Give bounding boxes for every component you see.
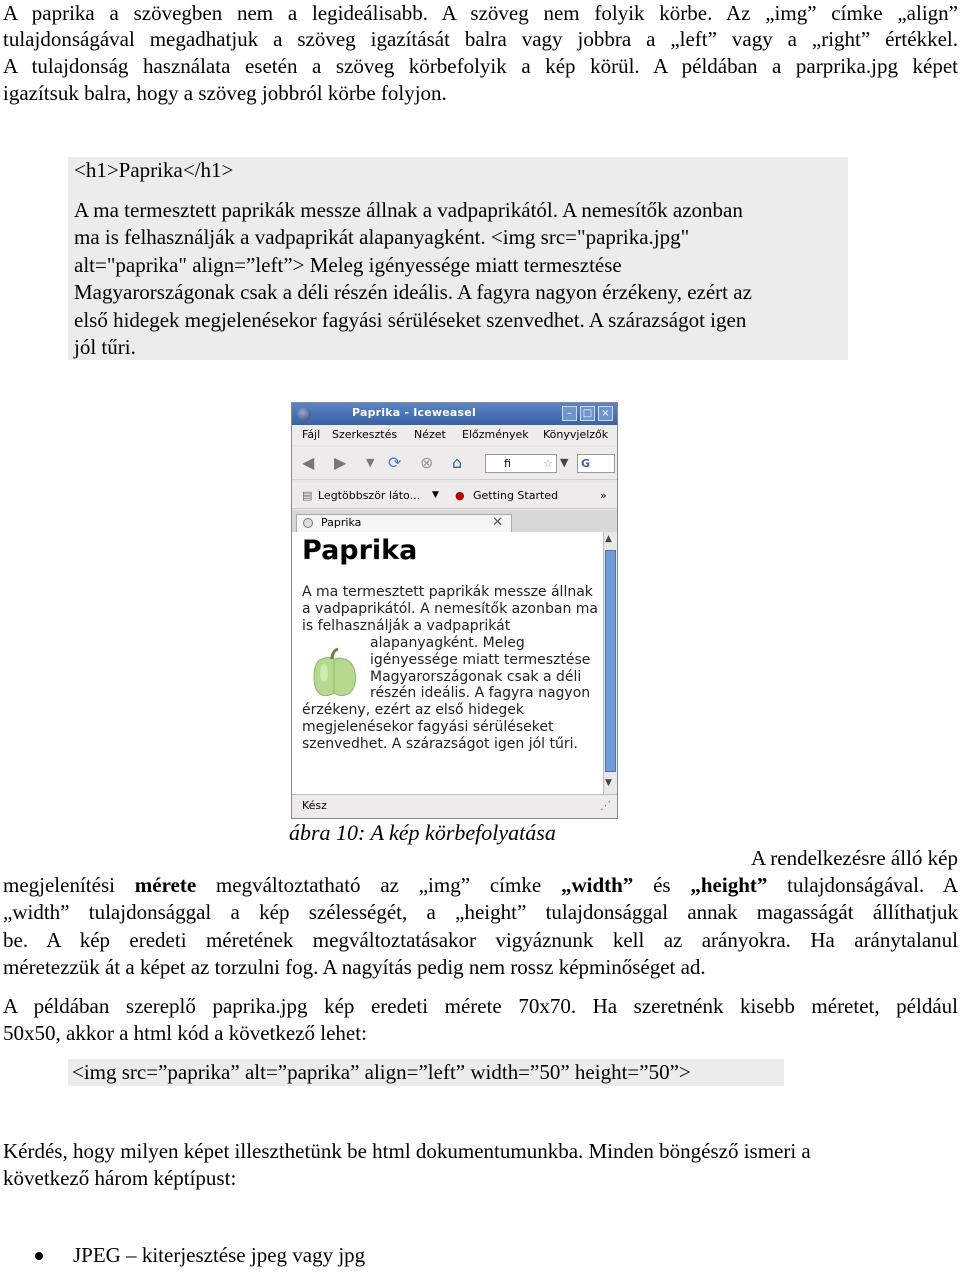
intro-line-1: A paprika a szövegben nem a legideálisabb. A szöveg nem folyik körbe. Az „img” címke „align” [3, 1, 958, 25]
page-text-before-image: A ma termesztett paprikák messze állnak a vadpaprikától. A nemesítők azonban ma is felhasználják a vadpaprikát alapanyagként. Meleg [302, 584, 598, 651]
menu-item-file[interactable]: Fájl [302, 428, 321, 441]
code-line: alt="paprika" align=”left”> Meleg igényessége miatt termesztése [74, 253, 622, 277]
intro-line-2: tulajdonságával megadhatjuk a szöveg igazítását balra vagy jobbra a „left” vagy a „right” értékkel. [3, 27, 958, 51]
bookmarks-toolbar [292, 483, 617, 509]
search-engine-icon: G [581, 457, 591, 470]
page-text [302, 584, 602, 753]
list-item: JPEG – kiterjesztése jpeg vagy jpg [73, 1243, 366, 1267]
scroll-thumb[interactable] [605, 550, 616, 772]
bookmark-star-icon[interactable]: ☆ [543, 457, 553, 470]
bold-term-size: mérete [134, 873, 197, 897]
url-text: fi [504, 457, 511, 470]
url-bar[interactable] [485, 454, 557, 473]
status-bar [292, 794, 617, 818]
figure-caption: ábra 10: A kép körbefolyatása [289, 820, 556, 845]
code-line: Magyarországonak csak a déli részén ideális. A fagyra nagyon érzékeny, ezért az [74, 280, 752, 304]
bookmark-folder-icon: ▤ [302, 489, 313, 502]
menu-item-bookmarks[interactable]: Könyvjelzők [543, 428, 609, 441]
menu-item-view[interactable]: Nézet [414, 428, 446, 441]
text-run: megjelenítési [3, 873, 135, 897]
minimize-icon[interactable]: – [562, 406, 577, 421]
example-code: <img src=”paprika” alt=”paprika” align=”left” width=”50” height=”50”> [68, 1059, 784, 1086]
page-icon [303, 518, 313, 528]
size-para-line-1: A rendelkezésre álló kép [751, 846, 958, 870]
code-line: jól tűri. [74, 335, 136, 359]
question-line-2: következő három képtípust: [3, 1166, 237, 1190]
search-box[interactable] [577, 454, 615, 473]
browser-screenshot [291, 402, 618, 819]
window-title: Paprika - Iceweasel [352, 406, 476, 419]
forward-arrow-icon[interactable]: ▶ [334, 453, 347, 472]
tab-bar [292, 510, 617, 532]
bookmark-most-visited[interactable]: Legtöbbször láto... [318, 489, 421, 502]
reload-icon[interactable]: ⟳ [388, 453, 402, 472]
page-content [292, 532, 603, 794]
size-para-line-5: méretezzük át a képet az torzulni fog. A nagyítás pedig nem rossz képminőséget ad. [3, 955, 706, 979]
menu-bar [292, 425, 617, 445]
code-line: ma is felhasználják a vadpaprikát alapanyagként. <img src="paprika.jpg" [74, 225, 690, 249]
scroll-down-icon[interactable]: ▼ [605, 778, 612, 788]
status-text: Kész [302, 799, 327, 812]
stop-icon[interactable]: ⊗ [420, 453, 434, 472]
close-window-icon[interactable]: × [598, 406, 613, 421]
intro-line-3: A tulajdonság használata esetén a szöveg körbefolyik a kép körül. A példában a parprika.jpg képet [3, 54, 958, 78]
text-run: és [633, 873, 691, 897]
code-line: A ma termesztett paprikák messze állnak a vadpaprikától. A nemesítők azonban [74, 198, 743, 222]
size-para-line-2 [3, 872, 958, 900]
tab-title: Paprika [321, 516, 362, 529]
tab-paprika[interactable] [296, 514, 512, 532]
text-run: megváltoztatható az „img” címke [196, 873, 561, 897]
pepper-image [308, 647, 360, 699]
menu-item-history[interactable]: Előzmények [462, 428, 529, 441]
scroll-up-icon[interactable]: ▲ [605, 534, 612, 544]
history-dropdown-icon[interactable]: ▼ [366, 456, 375, 469]
back-arrow-icon[interactable]: ◀ [302, 453, 315, 472]
maximize-icon[interactable]: □ [580, 406, 595, 421]
example-para-line-1: A példában szereplő paprika.jpg kép eredeti mérete 70x70. Ha szeretnénk kisebb méretet, például [3, 994, 958, 1018]
size-para-line-3: „width” tulajdonsággal a kép szélességét, a „height” tulajdonsággal annak magasságát állíthatjuk [3, 900, 958, 924]
home-icon[interactable]: ⌂ [452, 453, 463, 472]
example-para-line-2: 50x50, akkor a html kód a következő lehet: [3, 1021, 367, 1045]
bold-term-height: „height” [690, 873, 768, 897]
size-para-line-4: be. A kép eredeti méretének megváltoztatásakor vigyáznunk kell az arányokra. Ha aránytalanul [3, 928, 958, 952]
text-run: tulajdonságával. A [767, 873, 958, 897]
window-titlebar [292, 403, 617, 425]
browser-logo-icon [297, 407, 311, 421]
question-line-1: Kérdés, hogy milyen képet illeszthetünk be html dokumentumunkba. Minden böngésző ismeri a [3, 1139, 811, 1163]
vertical-scrollbar[interactable] [603, 532, 617, 794]
page-text-after-image: igényessége miatt termesztése Magyarországonak csak a déli részén ideális. A fagyra nagyon érzékeny, ezért az első hidegek megjelenésekor fagyási sérüléseket szenvedhet. A szárazságot igen jól tűri. [302, 651, 591, 753]
code-line: első hidegek megjelenésekor fagyási sérüléseket szenvedhet. A szárazságot igen [74, 308, 747, 332]
bold-term-width: „width” [560, 873, 634, 897]
bookmark-getting-started[interactable]: Getting Started [473, 489, 559, 502]
bookmarks-overflow-icon[interactable]: » [600, 489, 607, 502]
intro-line-4: igazítsuk balra, hogy a szöveg jobbról körbe folyjon. [3, 81, 447, 105]
bookmark-dropdown-icon[interactable]: ▼ [432, 490, 439, 500]
resize-grip-icon[interactable]: ⋰ [600, 799, 611, 812]
code-line: <h1>Paprika</h1> [74, 158, 234, 182]
url-dropdown-icon[interactable]: ▼ [560, 456, 569, 469]
code-example-block [68, 157, 848, 360]
menu-item-edit[interactable]: Szerkesztés [332, 428, 398, 441]
bullet-icon [35, 1252, 43, 1260]
navigation-toolbar [292, 447, 617, 480]
close-tab-icon[interactable]: ✕ [492, 515, 503, 530]
bookmark-page-icon: ● [455, 489, 465, 502]
page-heading: Paprika [302, 535, 418, 566]
